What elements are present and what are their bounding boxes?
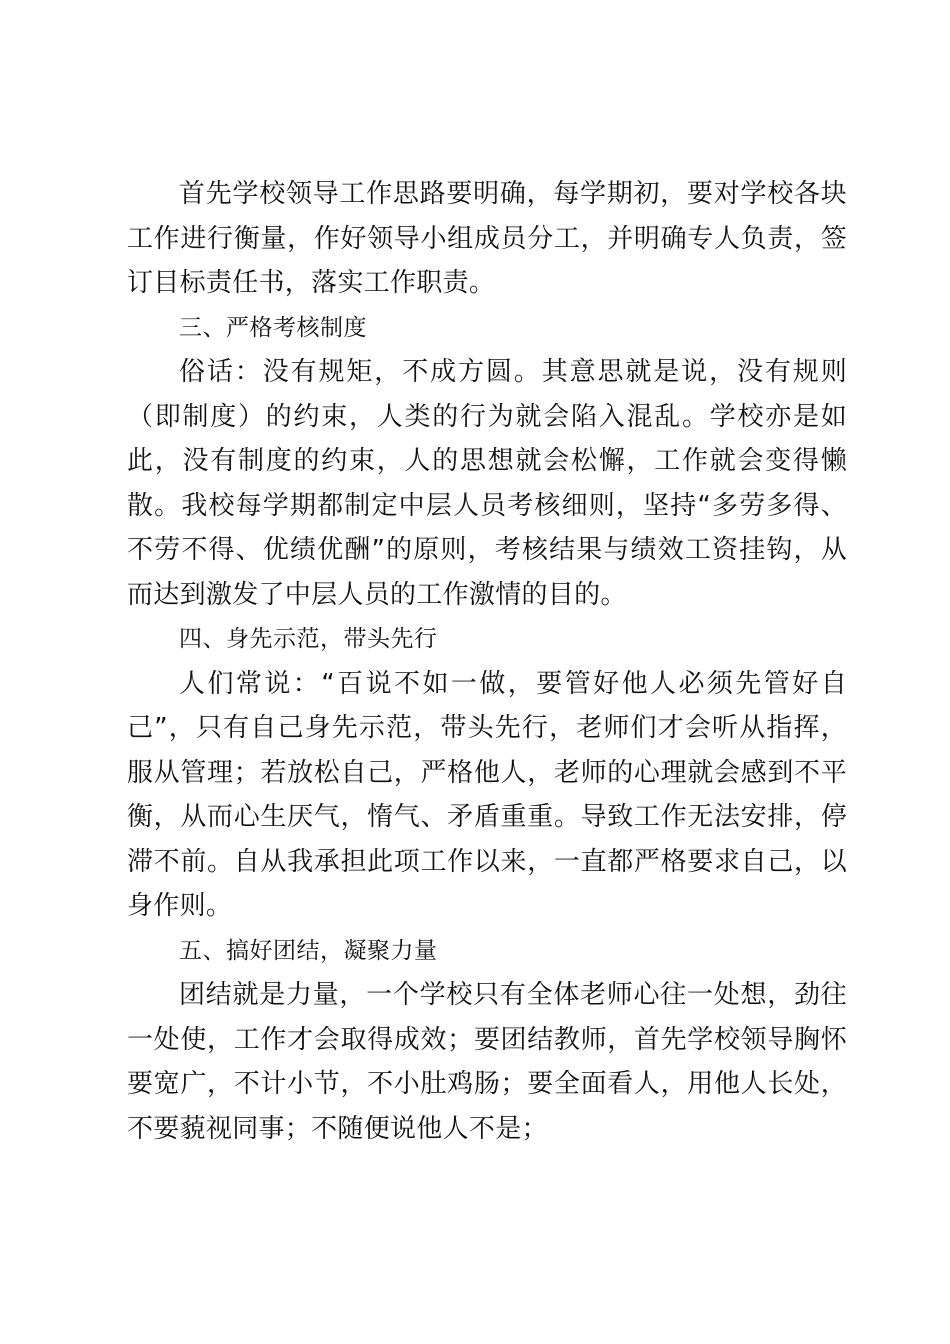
paragraph-lead-by-example: 人们常说：“百说不如一做，要管好他人必须先管好自己”，只有自己身先示范，带头先行，老师们才会听从指挥，服从管理；若放松自己，严格他人，老师的心理就会感到不平衡，从而心生厌气，惰气、矛盾重重。导致工作无法安排，停滞不前。自从我承担此项工作以来，一直都严格要求自己，以身作则。	[127, 668, 847, 921]
section-heading-3: 三、严格考核制度	[178, 314, 367, 341]
section-heading-4: 四、身先示范，带头先行	[178, 626, 438, 652]
paragraph-leadership-planning: 首先学校领导工作思路要明确，每学期初，要对学校各块工作进行衡量，作好领导小组成员分工，并明确专人负责，签订目标责任书，落实工作职责。	[127, 179, 847, 298]
document-body	[127, 172, 847, 1151]
paragraph-assessment-system: 俗话：没有规矩，不成方圆。其意思就是说，没有规则（即制度）的约束，人类的行为就会陷入混乱。学校亦是如此，没有制度的约束，人的思想就会松懈，工作就会变得懒散。我校每学期都制定中层人员考核细则，坚持“多劳多得、不劳不得、优绩优酬”的原则，考核结果与绩效工资挂钩，从而达到激发了中层人员的工作激情的目的。	[127, 357, 847, 610]
paragraph-unity: 团结就是力量，一个学校只有全体老师心往一处想，劲往一处使，工作才会取得成效；要团结教师，首先学校领导胸怀要宽广，不计小节，不小肚鸡肠；要全面看人，用他人长处，不要藐视同事；不随便说他人不是；	[127, 980, 847, 1144]
section-heading-5: 五、搞好团结，凝聚力量	[178, 937, 438, 964]
